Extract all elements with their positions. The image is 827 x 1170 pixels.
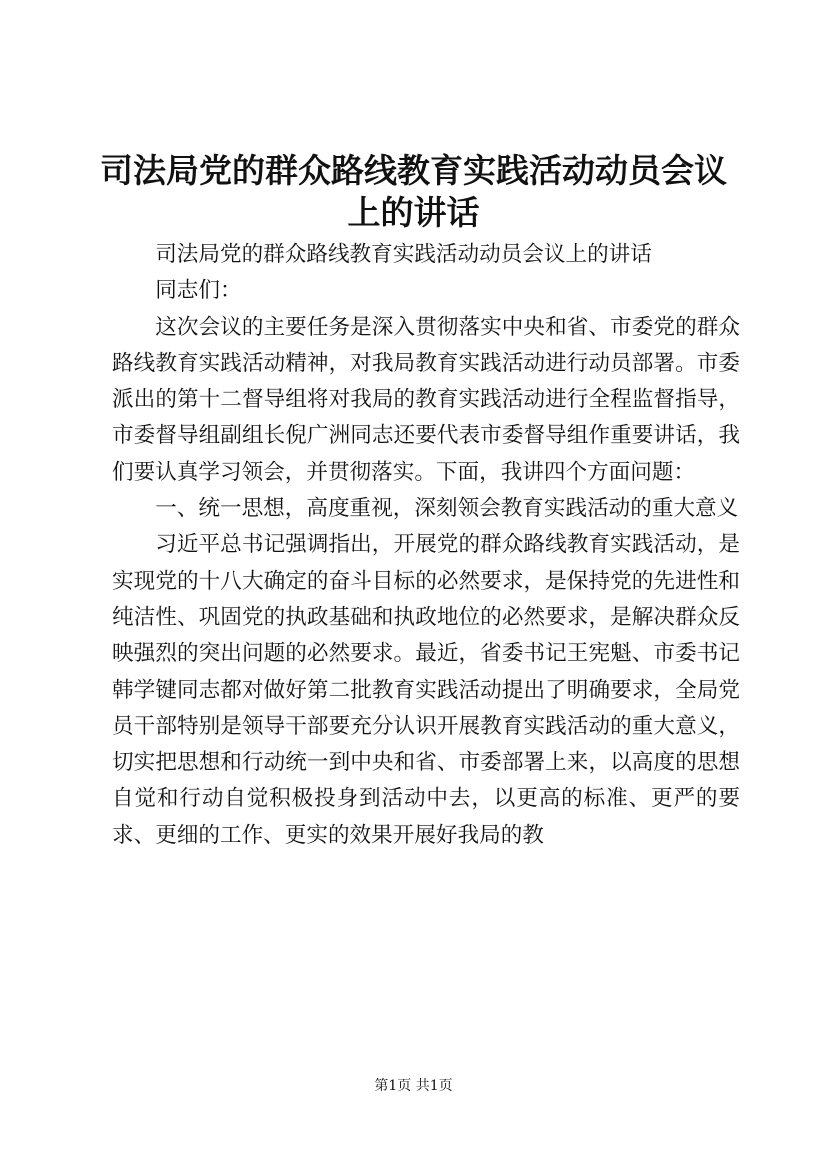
section-body-paragraph: 习近平总书记强调指出，开展党的群众路线教育实践活动，是实现党的十八大确定的奋斗目标的必然要求，是保持党的先进性和纯洁性、巩固党的执政基础和执政地位的必然要求，是解决群众反映强烈的突出问题的必然要求。最近，省委书记王宪魁、市委书记韩学键同志都对做好第二批教育实践活动提出了明确要求，全局党员干部特别是领导干部要充分认识开展教育实践活动的重大意义，切实把思想和行动统一到中央和省、市委部署上来，以高度的思想自觉和行动自觉积极投身到活动中去，以更高的标准、更严的要求、更细的工作、更实的效果开展好我局的教 <box>112 532 740 848</box>
document-title: 司法局党的群众路线教育实践活动动员会议上的讲话 <box>100 151 727 232</box>
salutation-paragraph: 同志们： <box>155 278 242 304</box>
document-body <box>112 237 740 854</box>
subtitle-paragraph: 司法局党的群众路线教育实践活动动员会议上的讲话 <box>155 242 652 267</box>
section-heading-paragraph: 一、统一思想，高度重视，深刻领会教育实践活动的重大意义 <box>155 496 739 522</box>
page-footer: 第1页 共1页 <box>374 1078 453 1094</box>
intro-paragraph: 这次会议的主要任务是深入贯彻落实中央和省、市委党的群众路线教育实践活动精神，对我局教育实践活动进行动员部署。市委派出的第十二督导组将对我局的教育实践活动进行全程监督指导，市委督导组副组长倪广洲同志还要代表市委督导组作重要讲话，我们要认真学习领会，并贯彻落实。下面，我讲四个方面问题： <box>112 314 740 485</box>
